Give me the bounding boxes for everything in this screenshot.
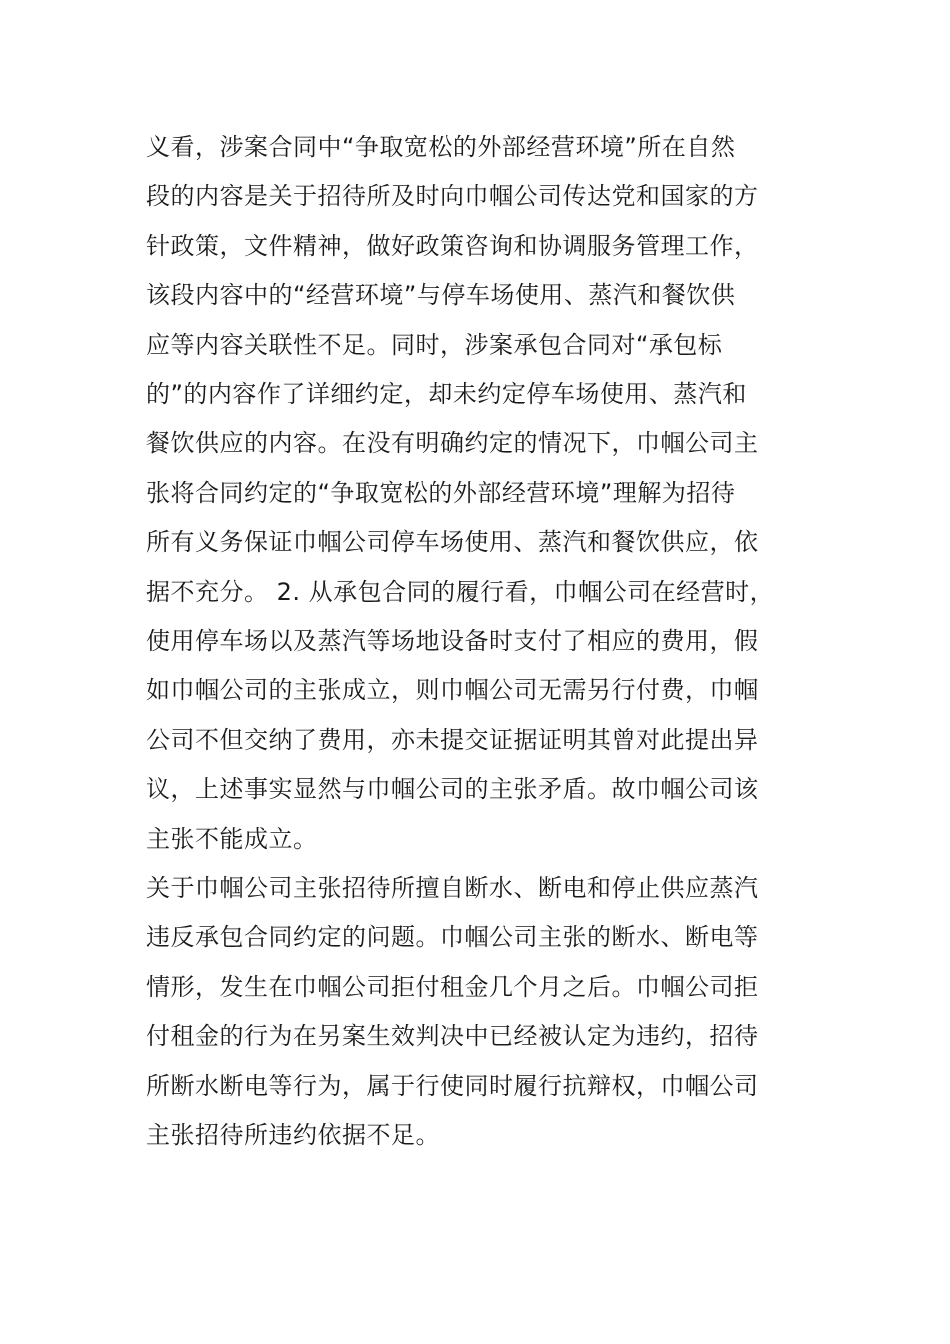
text-line: 关于巾帼公司主张招待所擅自断水、断电和停止供应蒸汽 <box>146 874 759 902</box>
text-line: 张将合同约定的“争取宽松的外部经营环境”理解为招待 <box>146 478 736 507</box>
text-line: 使用停车场以及蒸汽等场地设备时支付了相应的费用，假 <box>146 627 759 655</box>
text-line: 违反承包合同约定的问题。巾帼公司主张的断水、断电等 <box>146 923 759 952</box>
text-line: 该段内容中的“经营环境”与停车场使用、蒸汽和餐饮供 <box>146 281 736 310</box>
text-line: 据不充分。 2. 从承包合同的履行看，巾帼公司在经营时， <box>146 577 775 606</box>
text-line: 情形，发生在巾帼公司拒付租金几个月之后。巾帼公司拒 <box>146 972 759 1001</box>
text-line: 主张招待所违约依据不足。 <box>146 1121 440 1149</box>
text-line: 如巾帼公司的主张成立，则巾帼公司无需另行付费，巾帼 <box>146 676 759 705</box>
text-line: 所断水断电等行为，属于行使同时履行抗辩权，巾帼公司 <box>146 1071 759 1100</box>
text-line: 议，上述事实显然与巾帼公司的主张矛盾。故巾帼公司该 <box>146 775 759 804</box>
text-line: 应等内容关联性不足。同时，涉案承包合同对“承包标 <box>146 330 723 359</box>
text-line: 主张不能成立。 <box>146 824 318 853</box>
text-line: 段的内容是关于招待所及时向巾帼公司传达党和国家的方 <box>146 182 759 211</box>
text-line: 付租金的行为在另案生效判决中已经被认定为违约，招待 <box>146 1022 759 1051</box>
text-line: 针政策，文件精神，做好政策咨询和协调服务管理工作， <box>146 231 759 260</box>
text-line: 公司不但交纳了费用，亦未提交证据证明其曾对此提出异 <box>146 725 759 754</box>
text-line: 所有义务保证巾帼公司停车场使用、蒸汽和餐饮供应，依 <box>146 528 759 557</box>
text-line: 的”的内容作了详细约定，却未约定停车场使用、蒸汽和 <box>146 380 747 408</box>
text-line: 餐饮供应的内容。在没有明确约定的情况下，巾帼公司主 <box>146 429 759 458</box>
text-line: 义看，涉案合同中“争取宽松的外部经营环境”所在自然 <box>146 133 736 161</box>
